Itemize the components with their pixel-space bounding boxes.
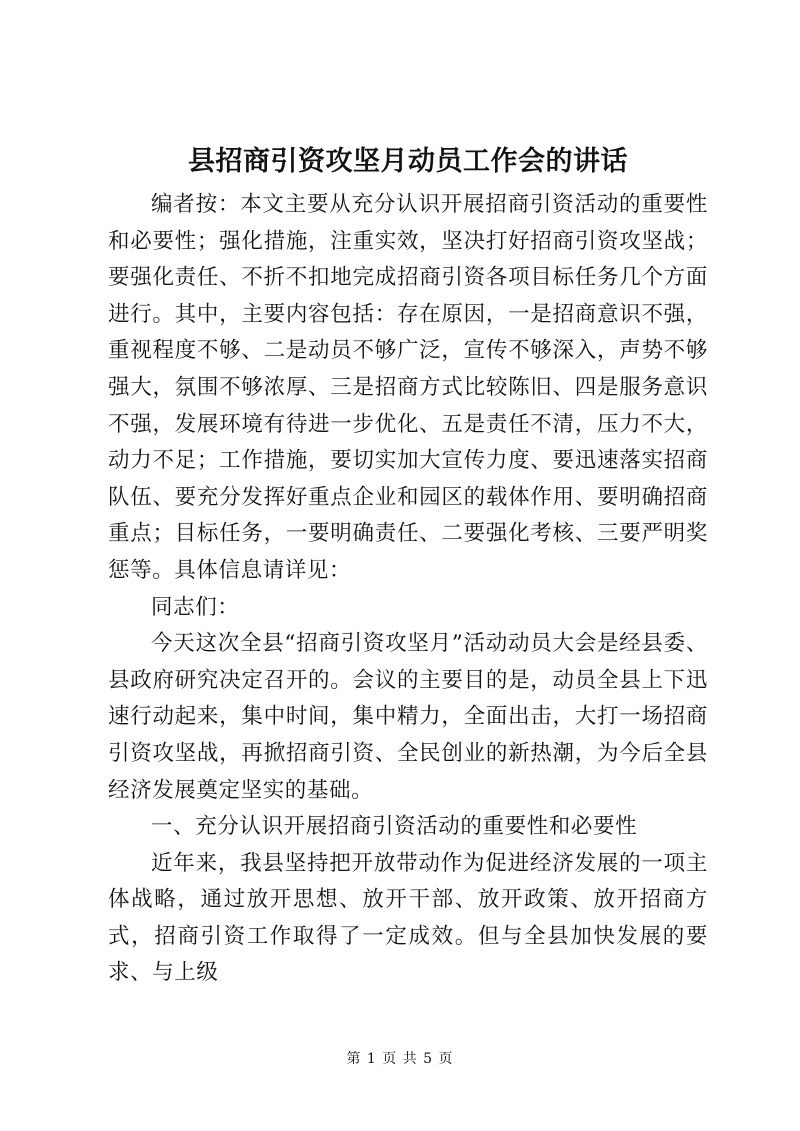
section-heading: 一、充分认识开展招商引资活动的重要性和必要性 [151,814,638,840]
editor-note-paragraph: 编者按：本文主要从充分认识开展招商引资活动的重要性和必要性；强化措施，注重实效，坚决打好招商引资攻坚战；要强化责任、不折不扣地完成招商引资各项目标任务几个方面进行。其中，主要内容包括：存在原因，一是招商意识不强，重视程度不够、二是动员不够广泛，宣传不够深入，声势不够强大，氛围不够浓厚、三是招商方式比较陈旧、四是服务意识不强，发展环境有待进一步优化、五是责任不清，压力不大，动力不足；工作措施，要切实加大宣传力度、要迅速落实招商队伍、要充分发挥好重点企业和园区的载体作用、要明确招商重点；目标任务，一要明确责任、二要强化考核、三要严明奖惩等。具体信息请详见： [108,192,708,583]
body-paragraph: 近年来，我县坚持把开放带动作为促进经济发展的一项主体战略，通过放开思想、放开干部、放开政策、放开招商方式，招商引资工作取得了一定成效。但与全县加快发展的要求、与上级 [108,850,708,986]
salutation-paragraph: 同志们： [151,594,240,620]
document-page [108,137,708,992]
body-paragraph: 今天这次全县“招商引资攻坚月”活动动员大会是经县委、县政府研究决定召开的。会议的主要目的是，动员全县上下迅速行动起来，集中时间，集中精力，全面出击，大打一场招商引资攻坚战，再掀招商引资、全民创业的新热潮，为今后全县经济发展奠定坚实的基础。 [108,631,708,803]
page-number-footer: 第 1 页 共 5 页 [346,1051,454,1067]
document-title: 县招商引资攻坚月动员工作会的讲话 [188,146,628,177]
